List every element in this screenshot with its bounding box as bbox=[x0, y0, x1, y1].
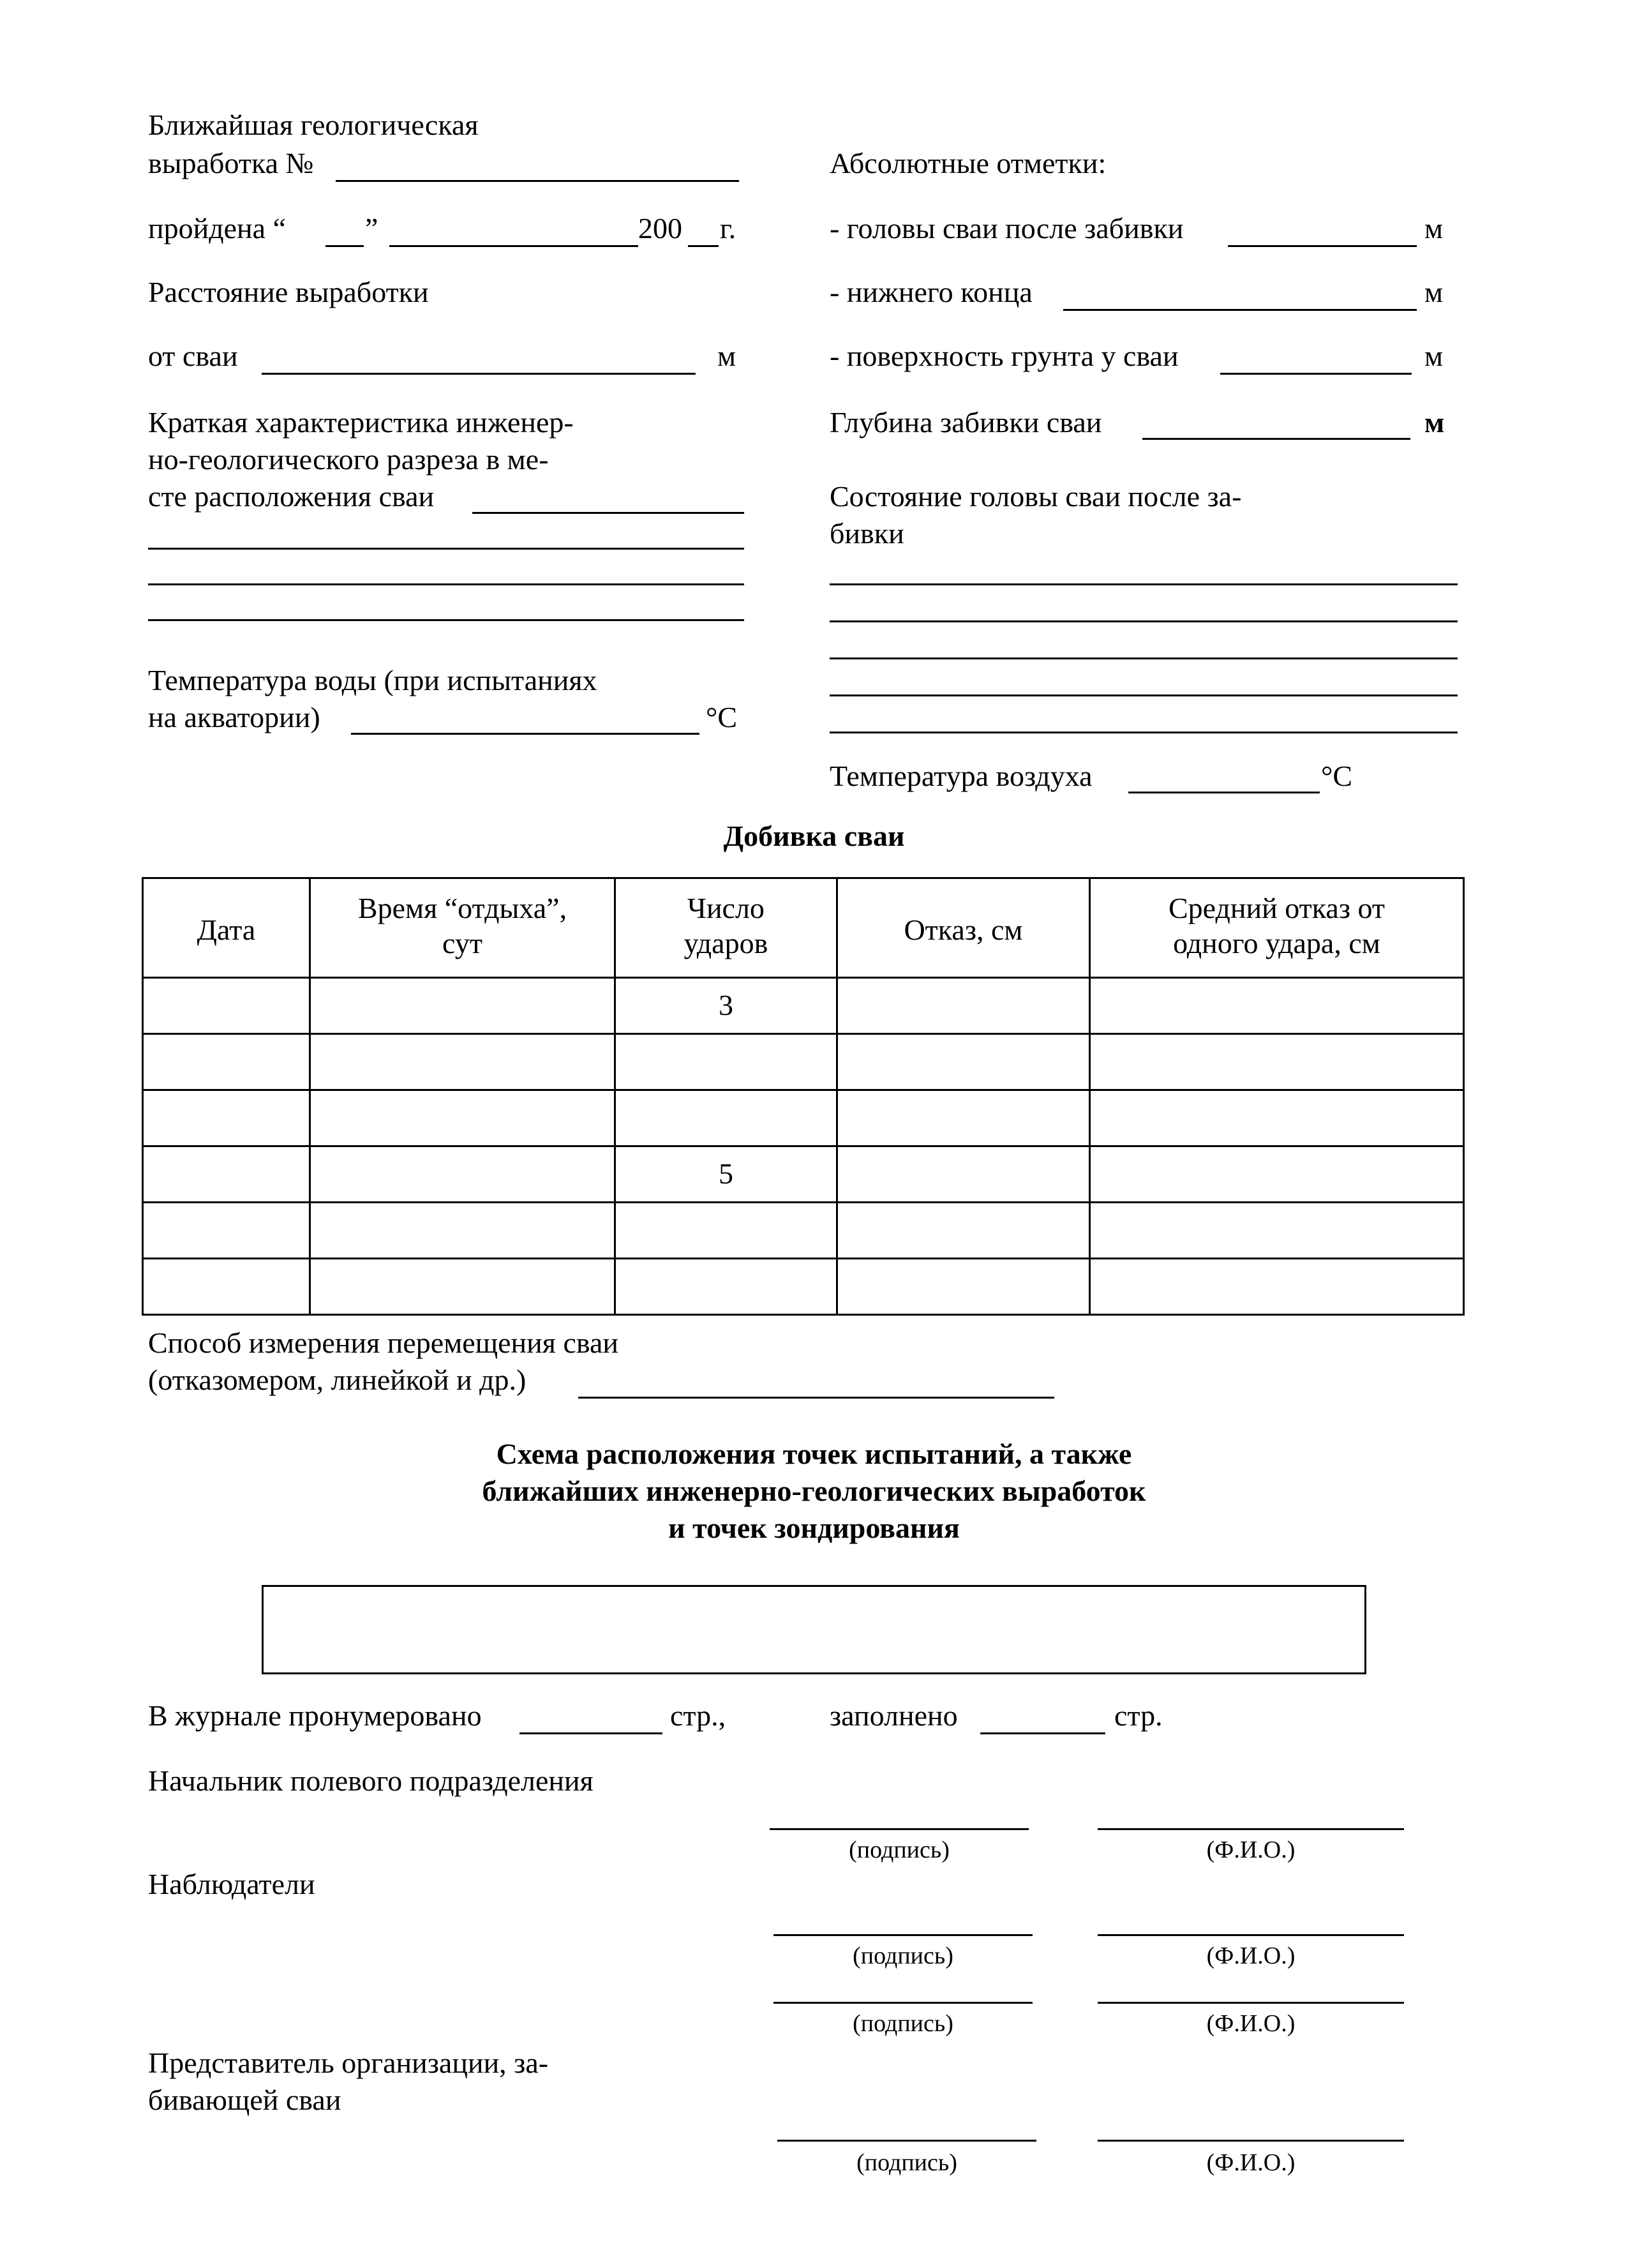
lower-end-field[interactable] bbox=[1063, 309, 1417, 311]
table-cell[interactable] bbox=[1090, 1090, 1464, 1146]
table-cell[interactable]: 5 bbox=[615, 1146, 837, 1203]
observer2-signature-field[interactable] bbox=[773, 2002, 1033, 2004]
distance-label-1: Расстояние выработки bbox=[148, 276, 429, 308]
water-temp-label-1: Температура воды (при испытаниях bbox=[148, 664, 597, 696]
observer2-name-caption: (Ф.И.О.) bbox=[1206, 2010, 1296, 2037]
method-field[interactable] bbox=[578, 1397, 1054, 1399]
passed-quote-close: ” bbox=[365, 212, 378, 244]
representative-label-1: Представитель организации, за- bbox=[148, 2046, 549, 2079]
col-header-blow-count: Число ударов bbox=[615, 878, 837, 978]
water-temp-label-2: на акватории) bbox=[148, 701, 320, 733]
table-cell[interactable] bbox=[310, 1146, 615, 1203]
table-row bbox=[143, 1090, 1464, 1146]
observer2-signature-caption: (подпись) bbox=[853, 2010, 953, 2037]
distance-field[interactable] bbox=[262, 373, 696, 375]
table-cell[interactable] bbox=[1090, 1203, 1464, 1259]
characteristic-field-1[interactable] bbox=[472, 512, 744, 514]
air-temp-field[interactable] bbox=[1128, 792, 1320, 793]
table-cell[interactable] bbox=[837, 1203, 1090, 1259]
head-after-driving-label: - головы сваи после забивки bbox=[830, 212, 1184, 244]
table-cell[interactable] bbox=[1090, 978, 1464, 1034]
lower-end-label: - нижнего конца bbox=[830, 276, 1033, 308]
representative-name-field[interactable] bbox=[1098, 2140, 1404, 2142]
table-cell[interactable] bbox=[615, 1090, 837, 1146]
head-state-label-1: Состояние головы сваи после за- bbox=[830, 480, 1242, 513]
driving-depth-label: Глубина забивки сваи bbox=[830, 406, 1102, 439]
table-row bbox=[143, 1259, 1464, 1315]
observer2-name-field[interactable] bbox=[1098, 2002, 1404, 2004]
journal-numbered-unit: стр., bbox=[670, 1699, 726, 1732]
passed-year-suffix: г. bbox=[720, 212, 736, 244]
characteristic-label-2: но-геологического разреза в ме- bbox=[148, 443, 549, 476]
table-cell[interactable] bbox=[837, 1034, 1090, 1090]
air-temp-unit: °С bbox=[1321, 760, 1353, 792]
head-state-field-5[interactable] bbox=[830, 732, 1458, 733]
table-row bbox=[143, 1034, 1464, 1090]
journal-numbered-label: В журнале пронумеровано bbox=[148, 1699, 482, 1732]
passed-label: пройдена “ bbox=[148, 212, 287, 244]
scheme-title-2: ближайших инженерно-геологических выработок bbox=[482, 1475, 1146, 1507]
characteristic-field-4[interactable] bbox=[148, 619, 744, 621]
scheme-title-3: и точек зондирования bbox=[668, 1512, 960, 1544]
distance-unit: м bbox=[717, 340, 736, 372]
representative-signature-field[interactable] bbox=[777, 2140, 1036, 2142]
table-cell[interactable] bbox=[837, 978, 1090, 1034]
table-cell[interactable] bbox=[837, 1259, 1090, 1315]
ground-surface-field[interactable] bbox=[1220, 373, 1412, 375]
distance-label-2: от сваи bbox=[148, 340, 238, 372]
table-cell[interactable] bbox=[310, 1034, 615, 1090]
table-cell[interactable] bbox=[310, 1203, 615, 1259]
table-cell[interactable] bbox=[143, 1146, 310, 1203]
table-cell[interactable] bbox=[615, 1203, 837, 1259]
water-temp-field[interactable] bbox=[351, 733, 699, 735]
table-cell[interactable] bbox=[310, 1090, 615, 1146]
driving-depth-field[interactable] bbox=[1142, 438, 1410, 440]
head-after-driving-unit: м bbox=[1424, 212, 1444, 244]
method-label-2: (отказомером, линейкой и др.) bbox=[148, 1363, 526, 1396]
driving-depth-unit: м bbox=[1424, 406, 1445, 439]
journal-filled-label: заполнено bbox=[830, 1699, 958, 1732]
characteristic-field-3[interactable] bbox=[148, 583, 744, 585]
table-cell[interactable] bbox=[143, 1259, 310, 1315]
table-cell[interactable] bbox=[1090, 1259, 1464, 1315]
chief-name-field[interactable] bbox=[1098, 1828, 1404, 1830]
lower-end-unit: м bbox=[1424, 276, 1444, 308]
ground-surface-unit: м bbox=[1424, 340, 1444, 372]
col-header-rest-time: Время “отдыха”, сут bbox=[310, 878, 615, 978]
passed-month-field[interactable] bbox=[389, 245, 638, 247]
chief-signature-field[interactable] bbox=[770, 1828, 1029, 1830]
table-header-row bbox=[143, 878, 1464, 978]
characteristic-label-3: сте расположения сваи bbox=[148, 480, 435, 513]
table-cell[interactable] bbox=[615, 1259, 837, 1315]
air-temp-label: Температура воздуха bbox=[830, 760, 1093, 792]
characteristic-label-1: Краткая характеристика инженер- bbox=[148, 406, 574, 439]
section-title: Добивка сваи bbox=[723, 820, 905, 852]
col-header-avg-refusal: Средний отказ от одного удара, см bbox=[1090, 878, 1464, 978]
table-cell[interactable] bbox=[1090, 1034, 1464, 1090]
table-row bbox=[143, 978, 1464, 1034]
nearest-working-label-2: выработка № bbox=[148, 147, 314, 179]
head-state-field-2[interactable] bbox=[830, 620, 1458, 622]
table-cell[interactable]: 3 bbox=[615, 978, 837, 1034]
method-label-1: Способ измерения перемещения сваи bbox=[148, 1326, 619, 1359]
observers-label: Наблюдатели bbox=[148, 1868, 315, 1900]
col-header-date: Дата bbox=[143, 878, 310, 978]
passed-year-field[interactable] bbox=[688, 245, 719, 247]
col-header-refusal: Отказ, см bbox=[837, 878, 1090, 978]
table-cell[interactable] bbox=[143, 1034, 310, 1090]
representative-name-caption: (Ф.И.О.) bbox=[1206, 2149, 1296, 2176]
pile-redriving-table bbox=[142, 877, 1465, 1316]
table-cell[interactable] bbox=[837, 1146, 1090, 1203]
nearest-working-label-1: Ближайшая геологическая bbox=[148, 109, 479, 141]
chief-name-caption: (Ф.И.О.) bbox=[1206, 1836, 1296, 1863]
table-row bbox=[143, 1203, 1464, 1259]
table-cell[interactable] bbox=[143, 1203, 310, 1259]
chief-signature-caption: (подпись) bbox=[849, 1836, 950, 1863]
head-state-field-4[interactable] bbox=[830, 695, 1458, 696]
journal-filled-field[interactable] bbox=[980, 1732, 1105, 1734]
table-cell[interactable] bbox=[310, 978, 615, 1034]
table-cell[interactable] bbox=[1090, 1146, 1464, 1203]
nearest-working-number-field[interactable] bbox=[336, 180, 739, 182]
table-cell[interactable] bbox=[615, 1034, 837, 1090]
ground-surface-label: - поверхность грунта у сваи bbox=[830, 340, 1179, 372]
passed-year-prefix: 200 bbox=[638, 212, 682, 244]
representative-signature-caption: (подпись) bbox=[856, 2149, 957, 2176]
observer1-name-field[interactable] bbox=[1098, 1934, 1404, 1936]
observer1-signature-field[interactable] bbox=[773, 1934, 1033, 1936]
characteristic-field-2[interactable] bbox=[148, 548, 744, 550]
scheme-frame[interactable] bbox=[262, 1585, 1366, 1674]
table-cell[interactable] bbox=[837, 1090, 1090, 1146]
head-state-field-3[interactable] bbox=[830, 657, 1458, 659]
head-state-field-1[interactable] bbox=[830, 583, 1458, 585]
table-cell[interactable] bbox=[143, 1090, 310, 1146]
journal-filled-unit: стр. bbox=[1114, 1699, 1163, 1732]
table-row bbox=[143, 1146, 1464, 1203]
chief-label: Начальник полевого подразделения bbox=[148, 1764, 594, 1797]
table-cell[interactable] bbox=[143, 978, 310, 1034]
scheme-title-1: Схема расположения точек испытаний, а также bbox=[496, 1438, 1132, 1470]
journal-numbered-field[interactable] bbox=[519, 1732, 662, 1734]
head-state-label-2: бивки bbox=[830, 517, 904, 550]
observer1-signature-caption: (подпись) bbox=[853, 1942, 953, 1969]
observer1-name-caption: (Ф.И.О.) bbox=[1206, 1942, 1296, 1969]
table-cell[interactable] bbox=[310, 1259, 615, 1315]
passed-day-field[interactable] bbox=[325, 245, 364, 247]
head-after-driving-field[interactable] bbox=[1228, 245, 1417, 247]
absolute-marks-title: Абсолютные отметки: bbox=[830, 147, 1107, 179]
water-temp-unit: °С bbox=[706, 701, 738, 733]
representative-label-2: бивающей сваи bbox=[148, 2084, 341, 2116]
